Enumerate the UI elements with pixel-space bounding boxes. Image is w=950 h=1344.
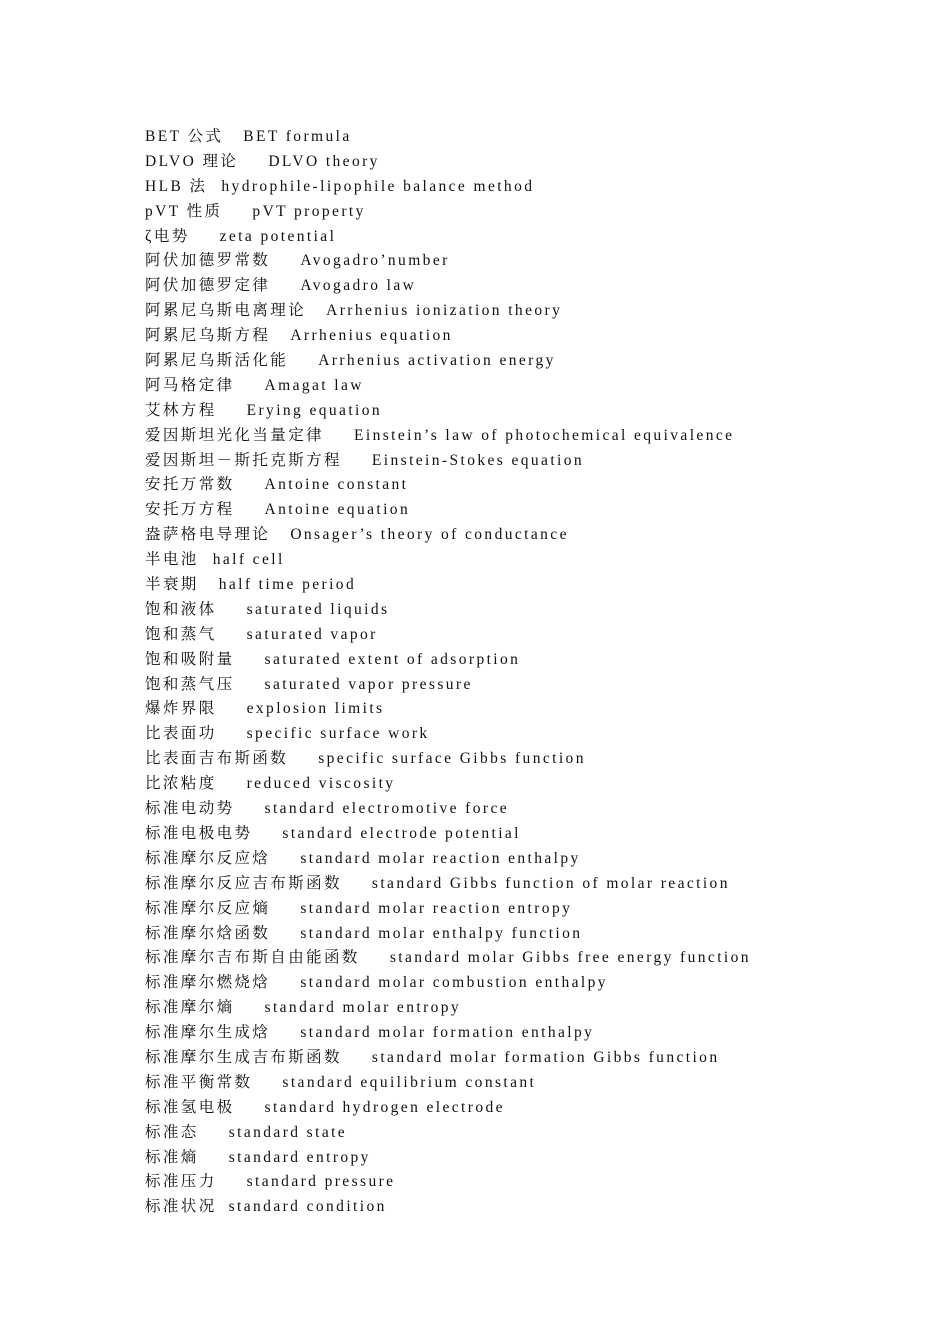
term-chinese: 比表面吉布斯函数 — [145, 750, 289, 768]
term-english: Erying equation — [246, 401, 383, 419]
glossary-list — [145, 125, 751, 1220]
term-chinese: DLVO 理论 — [145, 152, 239, 170]
term-chinese: 标准摩尔焓函数 — [145, 924, 271, 942]
glossary-entry — [145, 697, 751, 722]
glossary-entry — [145, 922, 751, 947]
term-english: standard electrode potential — [282, 824, 521, 842]
term-chinese: 爱因斯坦光化当量定律 — [145, 426, 325, 444]
glossary-entry — [145, 399, 751, 424]
term-english: standard condition — [228, 1198, 387, 1216]
term-chinese: 标准熵 — [145, 1148, 199, 1166]
term-english: Avogadro’number — [300, 252, 450, 270]
glossary-entry — [145, 1170, 751, 1195]
glossary-entry — [145, 722, 751, 747]
glossary-entry — [145, 971, 751, 996]
term-chinese: 阿累尼乌斯方程 — [145, 327, 271, 345]
term-chinese: 标准摩尔吉布斯自由能函数 — [145, 949, 360, 967]
glossary-entry — [145, 424, 751, 449]
term-english: specific surface Gibbs function — [318, 750, 586, 768]
term-english: standard state — [228, 1123, 348, 1141]
term-english: standard equilibrium constant — [282, 1073, 537, 1091]
term-english: standard molar entropy — [264, 999, 462, 1017]
glossary-entry — [145, 324, 751, 349]
term-english: standard molar formation Gibbs function — [371, 1048, 720, 1066]
term-chinese: 饱和液体 — [145, 600, 217, 618]
term-english: standard pressure — [246, 1173, 396, 1191]
glossary-entry — [145, 1046, 751, 1071]
glossary-entry — [145, 797, 751, 822]
term-english: standard molar enthalpy function — [300, 924, 583, 942]
glossary-entry — [145, 1071, 751, 1096]
glossary-entry — [145, 648, 751, 673]
glossary-entry — [145, 299, 751, 324]
glossary-entry — [145, 822, 751, 847]
term-chinese: 半电池 — [145, 551, 199, 569]
term-chinese: 爆炸界限 — [145, 700, 217, 718]
glossary-entry — [145, 548, 751, 573]
term-chinese: 标准平衡常数 — [145, 1073, 253, 1091]
glossary-entry — [145, 772, 751, 797]
glossary-entry — [145, 1146, 751, 1171]
term-english: specific surface work — [246, 725, 430, 743]
term-english: reduced viscosity — [246, 775, 396, 793]
term-chinese: 饱和蒸气 — [145, 625, 217, 643]
glossary-entry — [145, 996, 751, 1021]
term-english: saturated liquids — [246, 600, 390, 618]
term-english: explosion limits — [246, 700, 385, 718]
glossary-entry — [145, 175, 751, 200]
term-chinese: 标准电动势 — [145, 800, 235, 818]
glossary-entry — [145, 150, 751, 175]
term-chinese: 阿伏加德罗常数 — [145, 252, 271, 270]
glossary-entry — [145, 1021, 751, 1046]
term-english: pVT property — [252, 202, 366, 220]
term-chinese: 阿伏加德罗定律 — [145, 277, 271, 295]
term-english: Antoine equation — [264, 501, 411, 519]
glossary-entry — [145, 673, 751, 698]
term-chinese: 饱和吸附量 — [145, 650, 235, 668]
glossary-entry — [145, 598, 751, 623]
term-english: saturated extent of adsorption — [264, 650, 521, 668]
glossary-entry — [145, 1195, 751, 1220]
term-english: Amagat law — [264, 376, 364, 394]
term-chinese: 标准摩尔反应吉布斯函数 — [145, 874, 342, 892]
term-english: Onsager’s theory of conductance — [290, 526, 569, 544]
glossary-entry — [145, 946, 751, 971]
glossary-entry — [145, 872, 751, 897]
term-chinese: 饱和蒸气压 — [145, 675, 235, 693]
term-english: DLVO theory — [268, 152, 380, 170]
term-chinese: HLB 法 — [145, 177, 208, 195]
glossary-entry — [145, 249, 751, 274]
term-english: Einstein-Stokes equation — [371, 451, 585, 469]
glossary-entry — [145, 747, 751, 772]
term-chinese: 安托万方程 — [145, 501, 235, 519]
glossary-entry — [145, 523, 751, 548]
term-chinese: 比浓粘度 — [145, 775, 217, 793]
term-english: standard Gibbs function of molar reaction — [371, 874, 730, 892]
term-english: saturated vapor pressure — [264, 675, 473, 693]
term-chinese: 爱因斯坦－斯托克斯方程 — [145, 451, 342, 469]
term-chinese: 阿累尼乌斯电离理论 — [145, 302, 307, 320]
term-chinese: 标准态 — [145, 1123, 199, 1141]
term-english: standard molar reaction enthalpy — [300, 849, 581, 867]
glossary-entry — [145, 847, 751, 872]
term-chinese: 半衰期 — [145, 576, 199, 594]
glossary-entry — [145, 897, 751, 922]
term-english: Arrhenius activation energy — [318, 352, 556, 370]
term-chinese: 艾林方程 — [145, 401, 217, 419]
term-english: standard molar formation enthalpy — [300, 1024, 595, 1042]
glossary-entry — [145, 200, 751, 225]
term-chinese: 标准摩尔反应熵 — [145, 899, 271, 917]
term-chinese: 标准状况 — [145, 1198, 217, 1216]
term-english: standard hydrogen electrode — [264, 1098, 505, 1116]
term-english: Arrhenius ionization theory — [326, 302, 563, 320]
glossary-entry — [145, 1121, 751, 1146]
term-chinese: 标准氢电极 — [145, 1098, 235, 1116]
term-english: BET formula — [243, 128, 352, 145]
glossary-entry — [145, 623, 751, 648]
term-chinese: 标准摩尔燃烧焓 — [145, 974, 271, 992]
term-chinese: 比表面功 — [145, 725, 217, 743]
term-english: Antoine constant — [264, 476, 409, 494]
term-chinese: 标准电极电势 — [145, 824, 253, 842]
term-english: standard electromotive force — [264, 800, 510, 818]
term-chinese: 阿马格定律 — [145, 376, 235, 394]
glossary-entry — [145, 473, 751, 498]
glossary-entry — [145, 449, 751, 474]
glossary-entry — [145, 349, 751, 374]
term-chinese: ζ电势 — [145, 227, 190, 245]
term-english: saturated vapor — [246, 625, 378, 643]
glossary-entry — [145, 1096, 751, 1121]
glossary-entry — [145, 225, 751, 250]
glossary-entry — [145, 573, 751, 598]
term-english: Avogadro law — [300, 277, 417, 295]
term-english: Einstein’s law of photochemical equivalence — [354, 426, 735, 444]
term-english: hydrophile-lipophile balance method — [221, 177, 535, 195]
term-chinese: 标准摩尔生成焓 — [145, 1024, 271, 1042]
term-english: standard entropy — [228, 1148, 371, 1166]
term-chinese: pVT 性质 — [145, 202, 223, 220]
term-english: Arrhenius equation — [290, 327, 453, 345]
term-english: zeta potential — [219, 227, 337, 245]
term-english: standard molar reaction entropy — [300, 899, 573, 917]
term-chinese: 标准摩尔熵 — [145, 999, 235, 1017]
term-chinese: 标准摩尔生成吉布斯函数 — [145, 1048, 342, 1066]
term-chinese: 标准摩尔反应焓 — [145, 849, 271, 867]
term-chinese: BET 公式 — [145, 128, 224, 145]
term-english: standard molar Gibbs free energy function — [389, 949, 751, 967]
term-english: standard molar combustion enthalpy — [300, 974, 608, 992]
term-english: half cell — [212, 551, 285, 569]
term-chinese: 盎萨格电导理论 — [145, 526, 271, 544]
term-english: half time period — [218, 576, 357, 594]
glossary-entry — [145, 125, 751, 150]
glossary-entry — [145, 498, 751, 523]
glossary-entry — [145, 374, 751, 399]
glossary-entry — [145, 274, 751, 299]
term-chinese: 阿累尼乌斯活化能 — [145, 352, 289, 370]
term-chinese: 安托万常数 — [145, 476, 235, 494]
term-chinese: 标准压力 — [145, 1173, 217, 1191]
